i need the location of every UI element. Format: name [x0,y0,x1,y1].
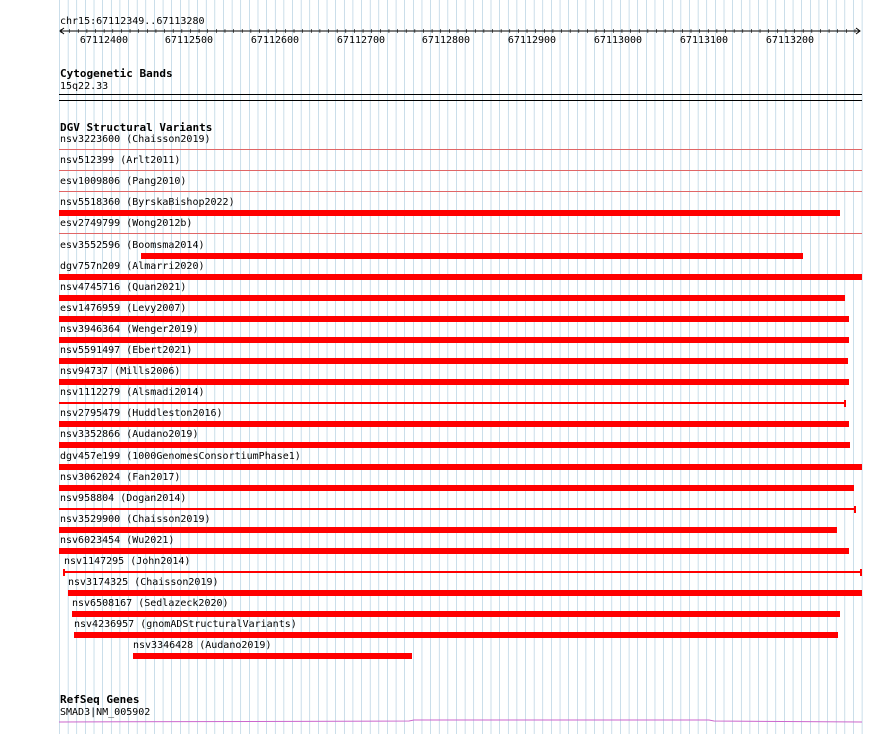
variant-label: nsv3346428 (Audano2019) [133,640,272,651]
variant-feature-end-cap [860,569,862,576]
variant-feature[interactable] [59,295,845,301]
ruler-tick-label: 67112700 [336,35,386,46]
variant-label: esv3552596 (Boomsma2014) [60,240,205,251]
variant-label: dgv757n209 (Almarri2020) [60,261,205,272]
variant-label: nsv3223600 (Chaisson2019) [60,134,211,145]
ruler-tick-label: 67112500 [164,35,214,46]
variant-label: nsv1112279 (Alsmadi2014) [60,387,205,398]
variant-separator [59,149,862,150]
ruler-tick-label: 67112800 [421,35,471,46]
variant-feature[interactable] [59,402,846,404]
variant-label: nsv5591497 (Ebert2021) [60,345,193,356]
variant-separator [59,170,862,171]
variant-feature-end-cap [844,400,846,407]
variant-feature-start-cap [63,569,65,576]
refseq-gene-feature[interactable] [59,716,862,726]
ruler-tick-label: 67112600 [250,35,300,46]
variant-separator [59,233,862,234]
variant-feature[interactable] [59,527,837,533]
variant-label: nsv3174325 (Chaisson2019) [68,577,219,588]
variant-feature[interactable] [59,442,850,448]
variant-label: dgv457e199 (1000GenomesConsortiumPhase1) [60,451,301,462]
ruler-tick-label: 67113200 [765,35,815,46]
variant-feature[interactable] [72,611,840,617]
ruler-tick-label: 67113100 [679,35,729,46]
variant-feature[interactable] [68,590,862,596]
variant-label: nsv3946364 (Wenger2019) [60,324,199,335]
variant-label: nsv512399 (Arlt2011) [60,155,181,166]
ruler-tick-label: 67113000 [593,35,643,46]
variant-label: nsv94737 (Mills2006) [60,366,181,377]
variant-feature[interactable] [59,464,862,470]
variant-label: nsv4236957 (gnomADStructuralVariants) [74,619,297,630]
refseq-track-title: RefSeq Genes [60,693,140,706]
variant-feature[interactable] [133,653,412,659]
ruler-tick-label: 67112400 [79,35,129,46]
dgv-track-title: DGV Structural Variants [60,121,213,134]
cytogenetic-band-line [59,94,862,95]
cytogenetic-track-title: Cytogenetic Bands [60,67,173,80]
variant-separator [59,191,862,192]
variant-feature[interactable] [59,548,849,554]
variant-feature[interactable] [59,210,840,216]
variant-label: nsv1147295 (John2014) [64,556,191,567]
ruler-tick-label: 67112900 [507,35,557,46]
variant-label: nsv6023454 (Wu2021) [60,535,175,546]
variant-feature-end-cap [854,506,856,513]
refseq-gene-label[interactable]: SMAD3|NM_005902 [60,707,151,718]
variant-label: nsv3529900 (Chaisson2019) [60,514,211,525]
variant-feature[interactable] [141,253,803,259]
cytogenetic-band-label: 15q22.33 [60,81,109,92]
variant-feature[interactable] [59,485,854,491]
variant-label: nsv4745716 (Quan2021) [60,282,187,293]
ruler-region-label: chr15:67112349..67113280 [60,16,205,27]
variant-feature[interactable] [63,571,862,573]
variant-label: esv1009806 (Pang2010) [60,176,187,187]
variant-feature[interactable] [59,379,849,385]
variant-label: esv1476959 (Levy2007) [60,303,187,314]
variant-feature[interactable] [59,316,849,322]
variant-label: nsv3062024 (Fan2017) [60,472,181,483]
track-separator [59,100,862,101]
variant-feature[interactable] [59,337,849,343]
variant-label: esv2749799 (Wong2012b) [60,218,193,229]
variant-label: nsv958804 (Dogan2014) [60,493,187,504]
variant-feature[interactable] [59,508,856,510]
variant-label: nsv2795479 (Huddleston2016) [60,408,223,419]
variant-feature[interactable] [74,632,838,638]
variant-feature[interactable] [59,421,849,427]
variant-label: nsv3352866 (Audano2019) [60,429,199,440]
variant-feature[interactable] [59,358,848,364]
variant-label: nsv6508167 (Sedlazeck2020) [72,598,229,609]
variant-feature[interactable] [59,274,862,280]
variant-label: nsv5518360 (ByrskaBishop2022) [60,197,235,208]
